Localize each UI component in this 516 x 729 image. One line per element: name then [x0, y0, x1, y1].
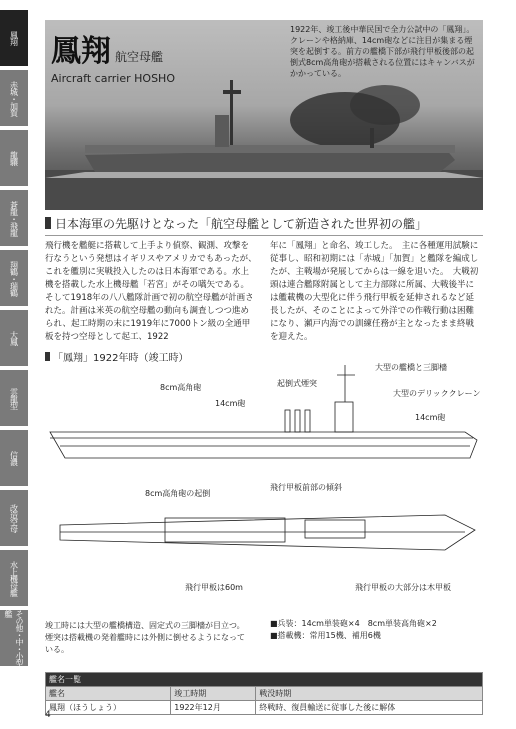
side-tab[interactable]: 雲龍型	[0, 370, 28, 426]
section-mark	[45, 217, 51, 229]
hero-caption: 1922年、竣工後中華民国で全力公試中の「鳳翔」。クレーンや格納庫、14cm砲などに注目が集まる煙突を起倒する。前方の艦橋下部が飛行甲板後部の起倒式8cm高角砲が搭載される位置にはキャンバスがかかっている。	[290, 25, 475, 78]
page-title-en: Aircraft carrier HOSHO	[51, 72, 175, 85]
drawing-note: 竣工時には大型の艦橋構造、固定式の三脚檣が目立つ。煙突は搭載機の発着艦時には外側に倒せるようになっている。	[45, 621, 245, 654]
side-tab[interactable]: 蒼龍・飛龍	[0, 190, 28, 246]
table-cell: 鳳翔（ほうしょう）	[46, 701, 171, 715]
specs-note	[270, 618, 480, 642]
side-tabs	[0, 10, 30, 670]
body-text-right: 年に「鳳翔」と命名、竣工した。 主に各種運用試験に従事し、昭和初期には「赤城」「加賀」と艦隊を編成したが、主戦場が発展してからは一線を退いた。 大戦初頭は連合艦隊附属として主力部隊に所属、大戦後半には艦載機の大型化に伴う飛行甲板を延伸されるなど延長したが、そのことによって外洋での作戦行動は困難になり、瀬戸内海での訓練任務が主となったまま終戦を迎えた。	[270, 241, 479, 342]
page-subtitle: 航空母艦	[115, 50, 164, 64]
side-tab[interactable]: 鳳翔	[0, 10, 28, 66]
side-tab[interactable]: 龍驤	[0, 130, 28, 186]
label-funnels: 起倒式煙突	[277, 379, 317, 388]
label-crane: 大型のデリッククレーン	[393, 389, 481, 398]
spec-armament: ■兵装：14cm単装砲×4 8cm単装高角砲×2	[270, 619, 437, 628]
side-tab[interactable]: 改造空母	[0, 490, 28, 546]
label-deck-rear: 飛行甲板の大部分は木甲板	[355, 583, 451, 592]
table-cell: 1922年12月	[171, 701, 256, 715]
label-aa8: 8cm高角砲	[160, 383, 202, 392]
label-island: 大型の艦橋と三脚檣	[375, 363, 447, 372]
ship-drawing	[45, 360, 483, 605]
hero-photo	[45, 20, 483, 210]
side-tab[interactable]: 信濃	[0, 430, 28, 486]
label-deck-front: 飛行甲板前部の傾斜	[270, 483, 342, 492]
section-heading-text: 日本海軍の先駆けとなった「航空母艦として新造された世界初の艦」	[55, 217, 428, 231]
label-gun14b: 14cm砲	[415, 413, 446, 422]
body-text-left: 飛行機を艦艇に搭載して上手より偵察、観測、攻撃を行なうという発想はイギリスやアメリカでもあったが、これを艦別に実戦投入したのは日本海軍である。水上機を搭載した水上機母艦「若宮」がその嚆矢である。 そして1918年の八八艦隊計画で初の航空母艦が計画された。計画は米英の航空母艦の動向も調査しつつ進められ、起工時期の末に1919年に7000トン級の全通甲板を持つ空母として起工、1922	[45, 241, 257, 342]
side-tab[interactable]: 翔鶴・瑞鶴	[0, 250, 28, 306]
spec-aircraft: ■搭載機：常用15機、補用6機	[270, 631, 381, 640]
section-heading	[45, 215, 483, 236]
page-number: 4	[45, 710, 51, 720]
side-tab[interactable]: 赤城・加賀	[0, 70, 28, 126]
table-header: 艦名	[46, 687, 171, 701]
ship-table	[45, 672, 483, 715]
table-cell: 終戦時、復員輸送に従事した後に解体	[256, 701, 483, 715]
page-title: 鳳翔	[51, 34, 111, 69]
table-header: 戦没時期	[256, 687, 483, 701]
table-row	[46, 701, 483, 715]
label-aa8b: 8cm高角砲の起倒	[145, 489, 211, 498]
table-title: 艦名一覧	[46, 673, 483, 687]
side-tab[interactable]: 大鳳	[0, 310, 28, 366]
label-gun14: 14cm砲	[215, 399, 246, 408]
drawing-title-text: 「鳳翔」1922年時（竣工時）	[53, 353, 189, 364]
label-deck-width: 飛行甲板は60m	[185, 583, 243, 592]
table-header: 竣工時期	[171, 687, 256, 701]
side-tab[interactable]: その他・中・小型艦	[0, 610, 28, 666]
side-tab[interactable]: 水上機母艦	[0, 550, 28, 606]
